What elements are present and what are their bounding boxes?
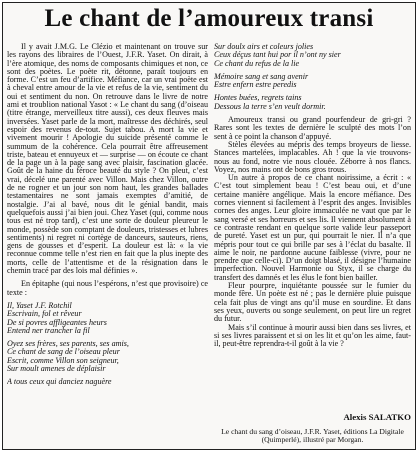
poem-line: A tous ceux qui danciez naguère xyxy=(7,378,112,387)
poem-stanza xyxy=(214,94,411,111)
poem-line: Hontes buées, regrets tains xyxy=(214,94,302,103)
poem-stanza xyxy=(7,302,208,335)
poem-stanza xyxy=(214,73,411,90)
poem-line: Ceux déçus tant hui por il n’ont ny sier xyxy=(214,51,341,60)
left-column xyxy=(7,43,208,387)
body-paragraph: En épitaphe (qui nous l’espérons, n’est que provisoire) ce texte : xyxy=(7,279,208,297)
body-paragraph: Fleur pourpre, inquiétante poussée sur le fumier du monde fêre. Un poète est né ; pas le dernière pluie puisque cela fait plus de vingt ans qu’il muse en sourdine. Et dans ses yeux, ouverts ou songe seulement, on peut lire un regret du futur. xyxy=(214,281,411,324)
poem-excerpt-left xyxy=(7,302,208,387)
poem-line: Oyez ses frères, ses parents, ses amis, xyxy=(7,340,129,349)
body-paragraph: Stèles élevées au mépris des temps broyeurs de liesse. Stances martelées, implacables. Ah ! que la vie trouvons-nous au fond, notre vie nous clouée. Zéborre à nos flancs. Voyez, nos mains ont de bons gros trous. xyxy=(214,139,411,174)
poem-line: Mémoire sang et sang avenir xyxy=(214,72,309,81)
poem-line: De si povres affligeantes heurs xyxy=(7,318,107,327)
poem-line: Il, Yaset J.F. Rotchil xyxy=(7,301,72,310)
body-paragraph: Il y avait J.M.G. Le Clézio et maintenant on trouve sur les rayons des libraires de l’Ouest, J.F.R. Yaset. On dirait, à l’ère atomique, des noms de composants chimiques et non, ce sont des poètes. Le poète rit, détonne, paraît toujours en forme. C’est un feu d’artifice. Méfiance, car un vrai poète est à cheval entre amour de la vie et refus de la vie, sentiment du oui et sentiment du non. On retrouve dans le livre de notre ami et troublion national Yasot : « Le chant du sang (d’oiseau (titre étrange, merveilleux titre aussi), ces deux fleuves mais inversées. Yaset parle de la mort, maîtresse des déchirés, seul espoir des revenus de-tout. Sujet tabou. A mort la vie et vivement mourir ! Apologie du suicide présenté comme le summum de la cohérence. Cela pourrait être affreusement triste, bateau et ennuyeux et — surprise — on écoute ce chant de la page un à la page sang avec plaisir, fascination glacée. Goût de la haine du féroce beauté du style ? On pleut, c’est vrai, décelé une parenté avec Villon. Mais chez Villon, outre de ne rogner et un jour son nom haut, les grandes ballades testamentaires ne sont jamais exemptes d’amitié, de nostalgie. J’ai al bavé, nous dit le génial bandit, mais quelquefois aussi j’ai bien joui. Chez Yaset (qui, comme nous tous est né trop tard), c’est une sorte de douleur pleureur le monde, possède son comptant de douleurs, tristesses et lubres sentiments) ni regret ni cortège de danceurs, sauteurs, riens, gens de gousses et d’esperit. La douleur est là: « la vie reconnue comme telle n’est rien en fait que la plus inepte des morts, celle de l’attentisme et de la résignation dans le chemin tracé par des lois mal définies ». xyxy=(7,42,208,276)
poem-line: Ce chant du refus de la lie xyxy=(214,59,300,68)
body-paragraph: Un autre à propos de ce chant noirissime, a écrit : « C’est tout simplement beau ! C’est beau oui, et d’une certaine manière angélique. Mais la encore méfiance. Des cornes viennent si facilement à l’esprit des anges. Invisibles cornes des anges. Leur gloire immaculée ne vaut que par le sang versé et ses horreurs et ses lis. Il viennent absolument à ce contraste rendant en quelque sorte valide leur passeport de pureté. Yaset est un pur, qui pourrait le nier. Il n’a que mépris pour tout ce qui brille par ses à l’éclat du basalte. Il aime le noir, ne pardonne aucune faiblesse (vivre, pour ne prendre que celle-ci). D’un doigt blasé, il désigne l’humaine imperfection. Nouvel Harmonie ou Styx, il se charge du transfert des damnés et les élus le font bien bailler. xyxy=(214,173,411,282)
poem-line: Sur moult amenes de déplaisir xyxy=(7,364,106,373)
poem-line: Dessous la terre s’en veult dormir. xyxy=(214,102,326,111)
article-title: Le chant de l’amoureux transi xyxy=(44,5,374,32)
poem-line: Escrivain, fol et rêveur xyxy=(7,310,82,319)
right-column xyxy=(214,43,411,348)
body-paragraph: Amoureux transi ou grand pourfendeur de gri-gri ? Rares sont les textes de dernière le sculpté des mots l’on sent à ce point la chanson d’appuyé. xyxy=(214,115,411,141)
poem-line: Entend ner trancher la fil xyxy=(7,326,90,335)
poem-line: Escrit, comme Villon son seigneur, xyxy=(7,356,119,365)
body-paragraph: Mais s’il continue à mourir aussi bien dans ses livres, et si ses livres paraissent et si on les lit et qu’on les aime, faut-il, peut-être reprendra-t-il goût à la vie ? xyxy=(214,322,411,349)
book-caption: Le chant du sang d’oiseau, J.F.R. Yaset, éditions La Digitale (Quimperlé), illustré par Morgan. xyxy=(221,427,404,445)
author-signature: Alexis SALATKO xyxy=(343,412,411,422)
newspaper-clipping xyxy=(2,2,416,450)
poem-stanza xyxy=(7,340,208,373)
poem-line: Estre enfern estre peredis xyxy=(214,81,297,90)
poem-stanza xyxy=(7,378,208,386)
poem-excerpt-right xyxy=(214,43,411,111)
poem-stanza xyxy=(214,43,411,68)
poem-line: Sur doulx airs et coleurs jolies xyxy=(214,43,314,51)
poem-line: Ce chant de sang de l’oiseau pleur xyxy=(7,348,120,357)
